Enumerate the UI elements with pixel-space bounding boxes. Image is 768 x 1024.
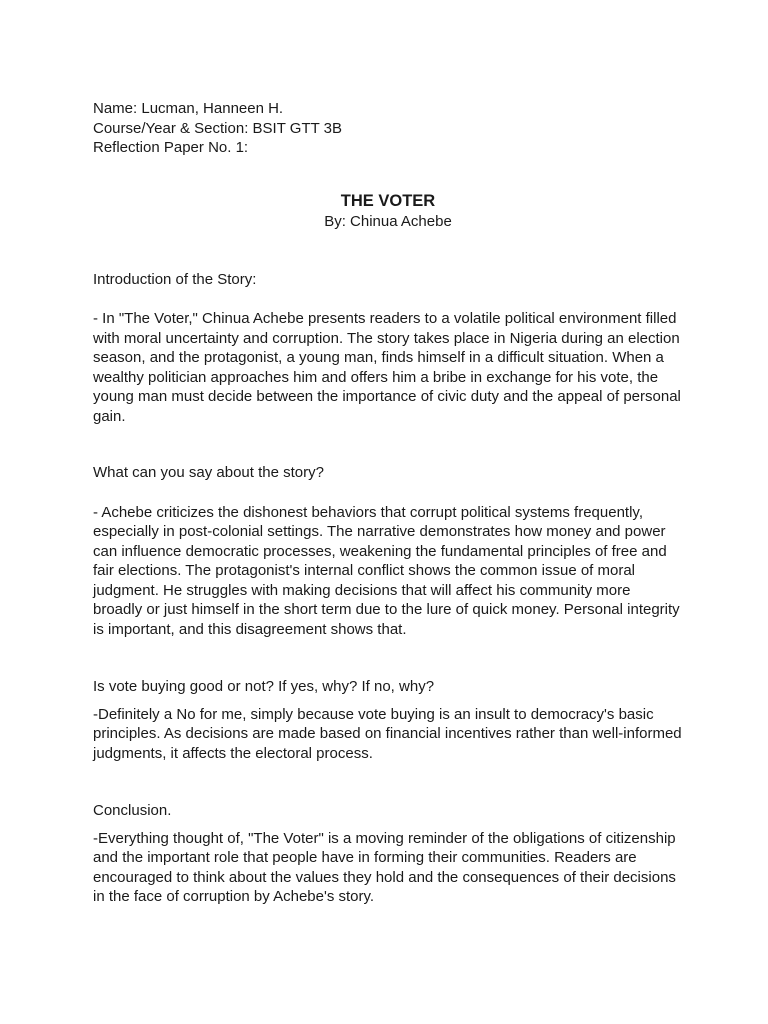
story-title: THE VOTER — [340, 191, 436, 210]
vote-buying-body: -Definitely a No for me, simply because vote buying is an insult to democracy's basic principles. As decisions are made based on financial incentives rather than well-informed judgments, it affects the electoral process. — [93, 705, 682, 762]
story-author: By: Chinua Achebe — [324, 212, 452, 230]
reflection-paper-number: Reflection Paper No. 1: — [93, 139, 249, 156]
document-page — [93, 99, 683, 907]
conclusion-body: -Everything thought of, "The Voter" is a moving reminder of the obligations of citizenship and the important role that people have in forming their communities. Readers are encouraged to think about the values they hold and the consequences of their decisions in the face of corruption by Achebe's story. — [93, 829, 676, 905]
student-name: Name: Lucman, Hanneen H. — [93, 100, 284, 117]
introduction-body: - In "The Voter," Chinua Achebe presents readers to a volatile political environment filled with moral uncertainty and corruption. The story takes place in Nigeria during an election season, and the protagonist, a young man, finds himself in a difficult situation. When a wealthy politician approaches him and offers him a bribe in exchange for his vote, the young man must decide between the importance of civic duty and the appeal of personal gain. — [93, 310, 681, 425]
title-block — [93, 191, 683, 232]
vote-buying-heading: Is vote buying good or not? If yes, why? If no, why? — [93, 678, 435, 695]
story-opinion-body: - Achebe criticizes the dishonest behaviors that corrupt political systems frequently, especially in post-colonial settings. The narrative demonstrates how money and power can influence democratic processes, weakening the fundamental principles of free and fair elections. The protagonist's internal conflict shows the common issue of moral judgment. He struggles with making decisions that will affect his community more broadly or just himself in the short term due to the lure of quick money. Personal integrity is important, and this disagreement shows that. — [93, 503, 680, 638]
introduction-heading: Introduction of the Story: — [93, 270, 257, 288]
story-opinion-heading: What can you say about the story? — [93, 464, 324, 481]
course-year-section: Course/Year & Section: BSIT GTT 3B — [93, 119, 343, 137]
conclusion-heading: Conclusion. — [93, 802, 172, 819]
